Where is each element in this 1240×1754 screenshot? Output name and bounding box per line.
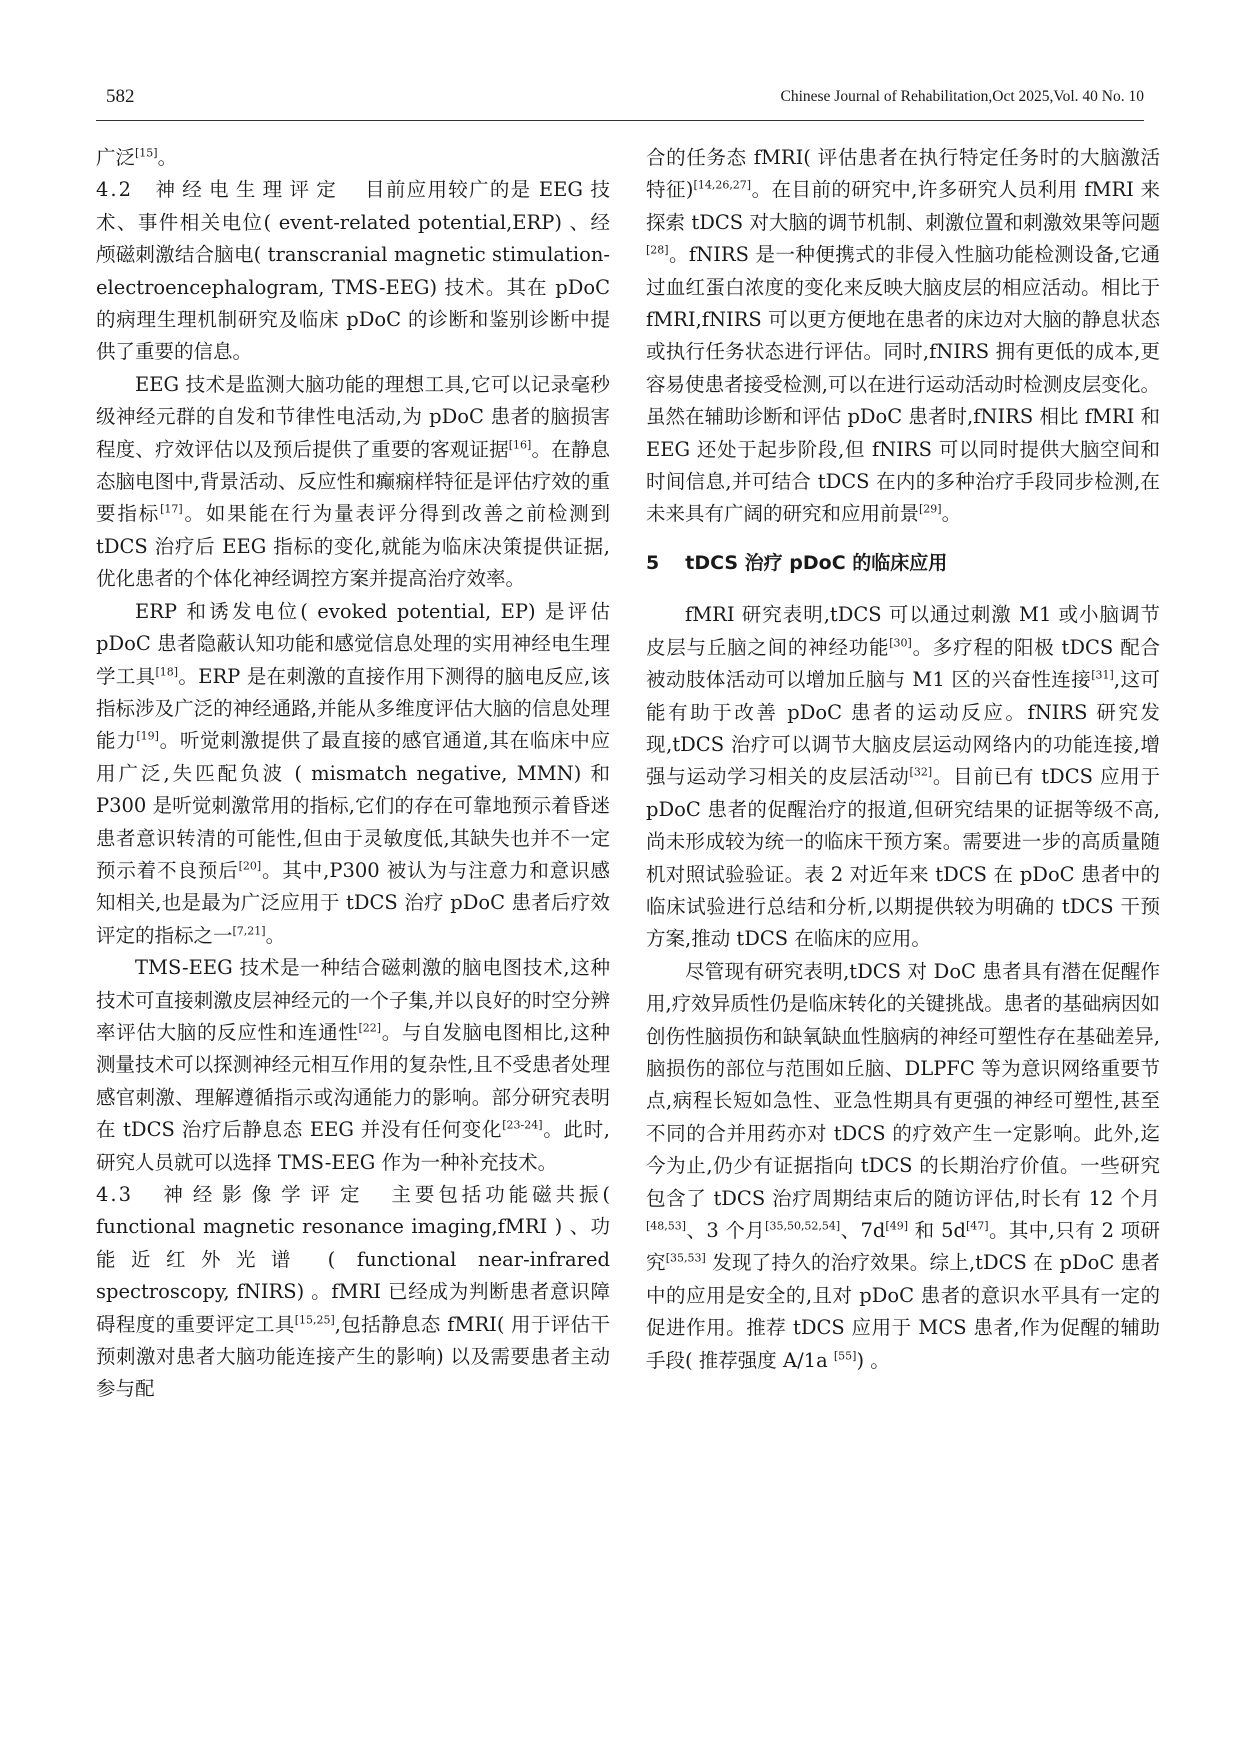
page-number: 582	[106, 86, 135, 107]
body-text: 。其中,P300 被认为与注意力和意识感知相关,也是最为广泛应用于 tDCS 治疗 pDoC 患者后疗效评定的指标之一	[96, 858, 610, 947]
citation: [18]	[155, 665, 179, 678]
section-body: 目前应用较广的是 EEG 技术、事件相关电位( event-related potential,ERP) 、经颅磁刺激结合脑电( transcranial magnetic stimulation-electroencephalogram, TMS-EEG) 技术。其在 pDoC 的病理生理机制研究及临床 pDoC 的诊断和鉴别诊断中提供了重要的信息。	[96, 178, 610, 364]
paragraph-tms-eeg	[96, 952, 610, 1179]
section-title: 神经影像学评定	[163, 1183, 370, 1206]
section-number: 5	[646, 551, 660, 574]
citation: [16]	[508, 438, 532, 452]
citation: [55]	[833, 1349, 857, 1363]
citation: [35,53]	[665, 1251, 706, 1265]
body-text: ERP 和诱发电位( evoked potential, EP) 是评估 pDoC 患者隐蔽认知功能和感觉信息处理的实用神经电生理学工具	[96, 599, 610, 688]
section-number: 4.3	[96, 1183, 134, 1206]
citation: [35,50,52,54]	[765, 1219, 841, 1233]
section-4-3	[96, 1179, 610, 1406]
journal-running-title: Chinese Journal of Rehabilitation,Oct 2025,Vol. 40 No. 10	[780, 88, 1144, 105]
right-column	[646, 142, 1160, 1377]
section-4-2	[96, 174, 610, 368]
citation: [30]	[889, 636, 912, 650]
body-text: 。此时,研究人员就可以选择 TMS-EEG 作为一种补充技术。	[96, 1118, 610, 1174]
body-text: 主要包括功能磁共振( functional magnetic resonance imaging,fMRI ) 、功能近红外光谱 ( functional near-infrared spectroscopy, fNIRS) 。fMRI 已经成为判断患者意识障碍程度的重要评定工具	[96, 1183, 610, 1336]
paragraph-fmri-fnirs	[646, 142, 1160, 531]
body-text: 、3 个月	[686, 1219, 766, 1242]
paragraph-continued	[96, 142, 610, 174]
citation: [32]	[909, 765, 933, 779]
body-text: 。在静息态脑电图中,背景活动、反应性和癫痫样特征是评估疗效的重要指标	[96, 437, 610, 526]
citation: [28]	[646, 243, 669, 257]
paragraph-eeg	[96, 369, 610, 596]
body-text: ) 。	[856, 1348, 890, 1372]
body-text: 。听觉刺激提供了最直接的感官通道,其在临床中应用广泛,失匹配负波 ( mismatch negative, MMN) 和 P300 是听觉刺激常用的指标,它们的存在可靠地预示着昏迷患者意识转清的可能性,但由于灵敏度低,其缺失也并不一定预示着不良预后	[96, 729, 610, 882]
section-title: tDCS 治疗 pDoC 的临床应用	[685, 551, 948, 574]
citation: [15]	[135, 146, 158, 160]
body-text: 。多疗程的阳极 tDCS 配合被动肢体活动可以增加丘脑与 M1 区的兴奋性连接	[646, 635, 1160, 692]
body-text: fMRI 研究表明,tDCS 可以通过刺激 M1 或小脑调节皮层与丘脑之间的神经功能	[646, 603, 1160, 659]
body-text: 。在目前的研究中,许多研究人员利用 fMRI 来探索 tDCS 对大脑的调节机制、刺激位置和刺激效果等问题	[646, 178, 1160, 234]
body-text: ,这可能有助于改善 pDoC 患者的运动反应。fNIRS 研究发现,tDCS 治疗可以调节大脑皮层运动网络内的功能连接,增强与运动学习相关的皮层活动	[646, 668, 1160, 789]
paragraph-erp	[96, 596, 610, 952]
body-text: 。	[157, 146, 178, 169]
section-number: 4.2	[96, 178, 134, 202]
body-text: 。ERP 是在刺激的直接作用下测得的脑电反应,该指标涉及广泛的神经通路,并能从多维度评估大脑的信息处理能力	[96, 664, 610, 753]
citation: [20]	[238, 859, 262, 873]
body-text: 。	[265, 923, 286, 947]
body-text: ,包括静息态 fMRI( 用于评估干预刺激对患者大脑功能连接产生的影响) 以及需要患者主动参与配	[96, 1312, 610, 1401]
citation: [23-24]	[502, 1118, 543, 1132]
citation: [48,53]	[646, 1219, 687, 1233]
section-5-heading	[646, 547, 1160, 579]
body-text: 和 5d	[908, 1219, 966, 1242]
body-text: 广泛	[96, 146, 136, 169]
body-text: 、7d	[840, 1219, 886, 1242]
body-text: 。	[941, 502, 962, 526]
citation: [29]	[919, 502, 942, 516]
body-text: 。与自发脑电图相比,这种测量技术可以探测神经元相互作用的复杂性,且不受患者处理感官刺激、理解遵循指示或沟通能力的影响。部分研究表明在 tDCS 治疗后静息态 EEG 并没有任何变化	[96, 1020, 610, 1142]
body-text: EEG 技术是监测大脑功能的理想工具,它可以记录毫秒级神经元群的自发和节律性电活动,为 pDoC 患者的脑损害程度、疗效评估以及预后提供了重要的客观证据	[96, 372, 610, 461]
citation: [31]	[1091, 668, 1114, 682]
body-text: 。目前已有 tDCS 应用于 pDoC 患者的促醒治疗的报道,但研究结果的证据等级不高,尚未形成较为统一的临床干预方案。需要进一步的高质量随机对照试验验证。表 2 对近年来 tDCS 在 pDoC 患者中的临床试验进行总结和分析,以期提供较为明确的 tDCS 干预方案,推动 tDCS 在临床的应用。	[646, 765, 1160, 951]
citation: [7,21]	[232, 924, 266, 938]
citation: [49]	[885, 1219, 908, 1233]
citation: [17]	[160, 502, 183, 516]
body-text: 。其中,只有 2 项研究	[646, 1219, 1160, 1275]
citation: [47]	[965, 1219, 989, 1233]
paragraph-clinical	[646, 599, 1160, 955]
body-text: 。fNIRS 是一种便携式的非侵入性脑功能检测设备,它通过血红蛋白浓度的变化来反映大脑皮层的相应活动。相比于 fMRI,fNIRS 可以更方便地在患者的床边对大脑的静息状态或执行任务状态进行评估。同时,fNIRS 拥有更低的成本,更容易使患者接受检测,可以在进行运动活动时检测皮层变化。虽然在辅助诊断和评估 pDoC 患者时,fNIRS 相比 fMRI 和 EEG 还处于起步阶段,但 fNIRS 可以同时提供大脑空间和时间信息,并可结合 tDCS 在内的多种治疗手段同步检测,在未来具有广阔的研究和应用前景	[646, 243, 1160, 526]
citation: [14,26,27]	[693, 178, 752, 192]
body-text: 尽管现有研究表明,tDCS 对 DoC 患者具有潜在促醒作用,疗效异质性仍是临床转化的关键挑战。患者的基础病因如创伤性脑损伤和缺氧缺血性脑病的神经可塑性存在基础差异,脑损伤的部位与范围如丘脑、DLPFC 等为意识网络重要节点,病程长短如急性、亚急性期具有更强的神经可塑性,甚至不同的合并用药亦对 tDCS 的疗效产生一定影响。此外,迄今为止,仍少有证据指向 tDCS 的长期治疗价值。一些研究包含了 tDCS 治疗周期结束后的随访评估,时长有 12 个月	[646, 959, 1160, 1210]
citation: [15,25]	[294, 1313, 335, 1327]
body-text: 。如果能在行为量表评分得到改善之前检测到 tDCS 治疗后 EEG 指标的变化,就能为临床决策提供证据,优化患者的个体化神经调控方案并提高治疗效率。	[96, 502, 610, 591]
body-text: TMS-EEG 技术是一种结合磁刺激的脑电图技术,这种技术可直接刺激皮层神经元的一个子集,并以良好的时空分辨率评估大脑的反应性和连通性	[96, 956, 610, 1044]
body-text: 合的任务态 fMRI( 评估患者在执行特定任务时的大脑激活特征)	[646, 146, 1160, 202]
paragraph-conclusion	[646, 956, 1160, 1377]
left-column	[96, 142, 610, 1406]
page-header	[96, 86, 1144, 121]
citation: [19]	[136, 729, 159, 743]
body-text: 发现了持久的治疗效果。综上,tDCS 在 pDoC 患者中的应用是安全的,且对 pDoC 患者的意识水平具有一定的促进作用。推荐 tDCS 应用于 MCS 患者,作为促醒的辅助手段( 推荐强度 A/1a	[646, 1251, 1160, 1372]
section-title: 神经电生理评定	[155, 178, 344, 202]
citation: [22]	[358, 1021, 382, 1035]
